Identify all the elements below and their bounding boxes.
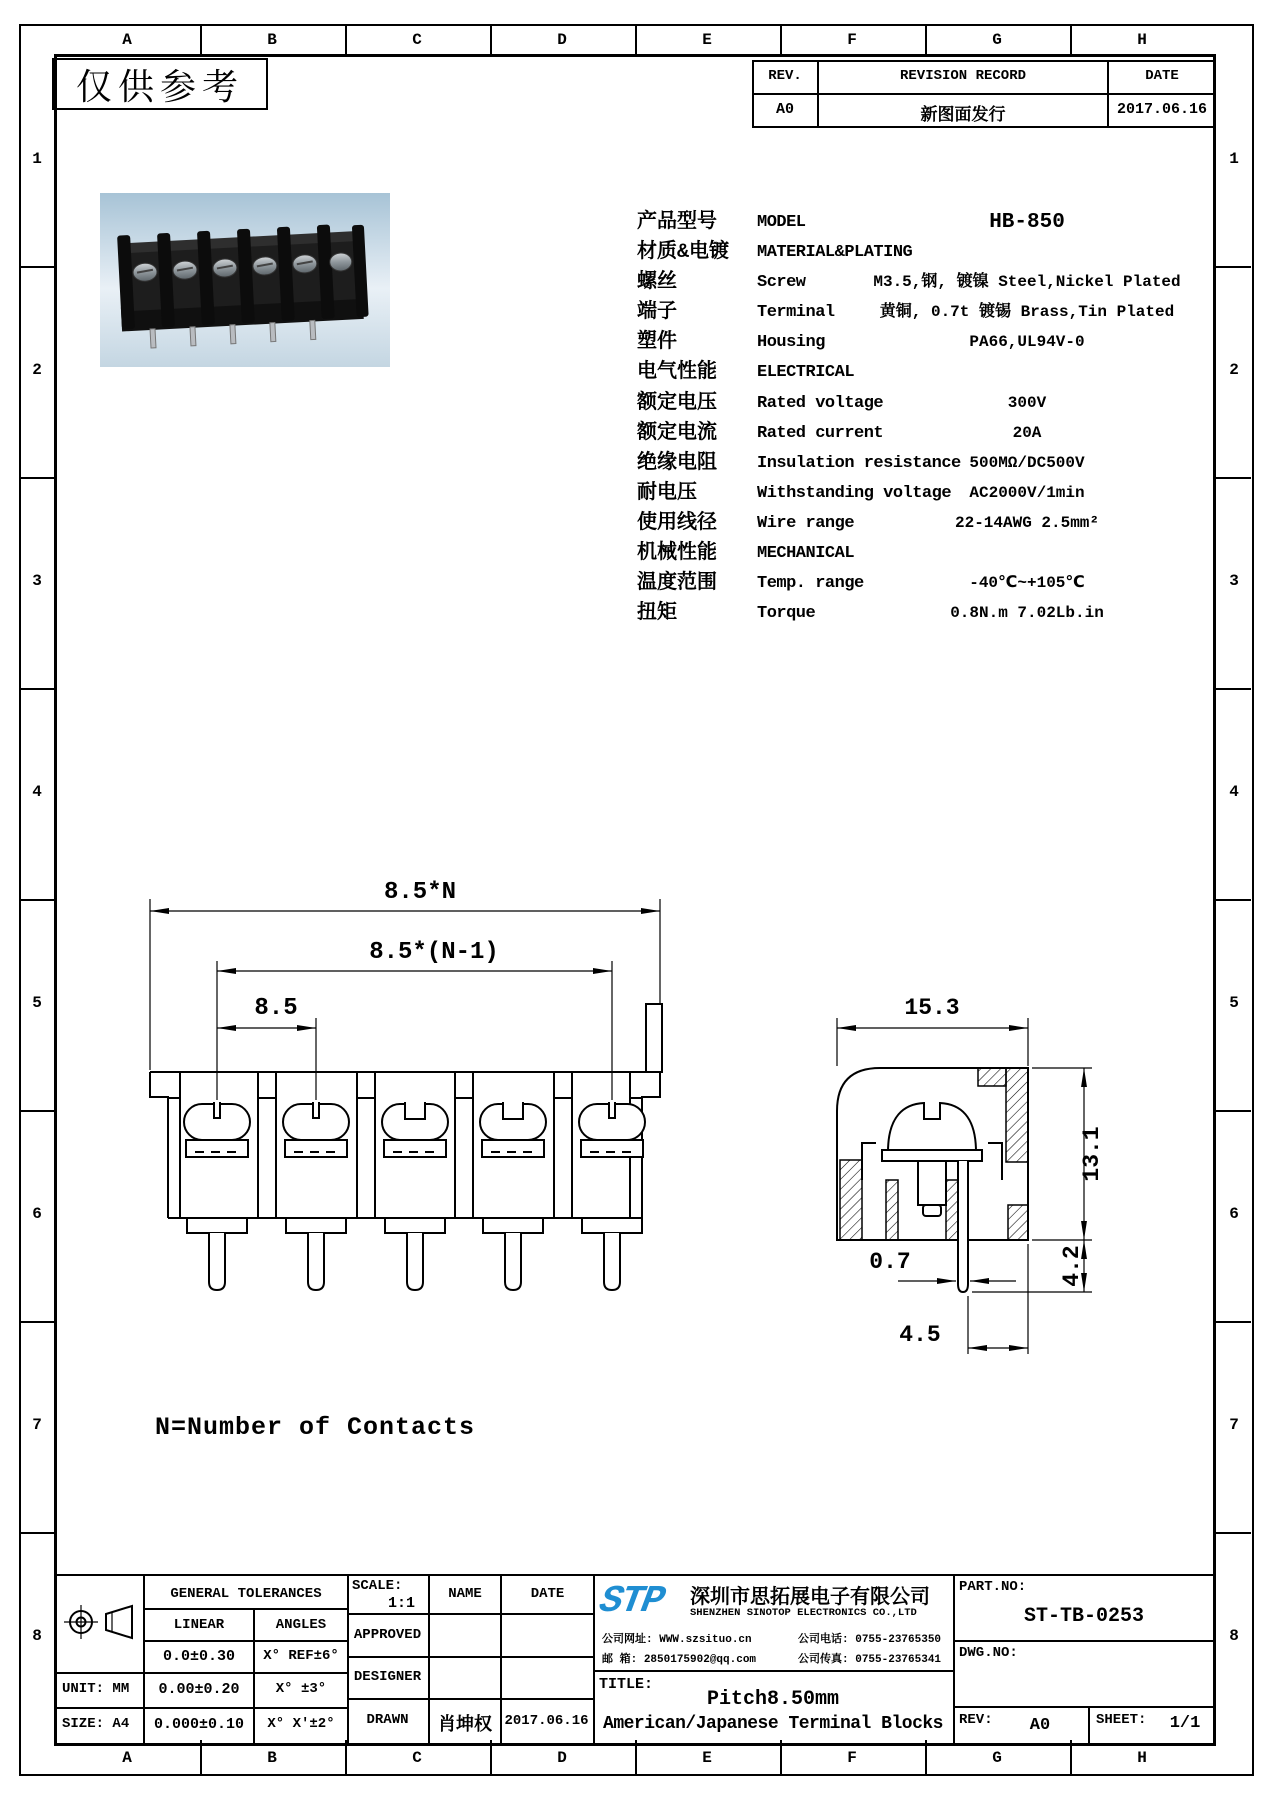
spec-row — [0, 239, 1274, 266]
spec-en: Torque — [757, 604, 816, 623]
angles-header: ANGLES — [275, 1617, 327, 1633]
spec-row — [0, 299, 1274, 326]
grid-tick — [20, 688, 54, 690]
tb-line — [953, 1706, 1215, 1708]
rev-table-line — [752, 93, 1215, 95]
scale-value: 1:1 — [388, 1595, 416, 1612]
spec-cn: 塑件 — [637, 331, 677, 354]
grid-tick — [20, 266, 54, 268]
grid-col-label: B — [267, 31, 277, 49]
spec-value: PA66,UL94V-0 — [969, 333, 1085, 351]
grid-tick — [20, 477, 54, 479]
spec-cn: 材质&电镀 — [637, 241, 730, 264]
spec-en: Screw — [757, 273, 806, 292]
dim-label-pin-thickness: 0.7 — [869, 1249, 911, 1275]
grid-tick — [635, 25, 637, 54]
spec-cn: 耐电压 — [637, 482, 697, 505]
spec-value: 0.8N.m 7.02Lb.in — [950, 604, 1104, 622]
company-fax — [798, 1650, 941, 1666]
tb-line — [953, 1640, 1215, 1642]
grid-row-label: 7 — [1229, 1416, 1239, 1434]
grid-tick — [925, 25, 927, 54]
tolerance-linear: 0.000±0.10 — [153, 1716, 244, 1733]
approved-label: APPROVED — [353, 1627, 422, 1643]
grid-col-label: D — [557, 1749, 567, 1767]
grid-row-label: 6 — [32, 1205, 42, 1223]
spec-value: HB-850 — [989, 211, 1065, 234]
rev-table-line — [752, 60, 1215, 62]
grid-col-label: G — [992, 1749, 1002, 1767]
grid-row-label: 8 — [32, 1627, 42, 1645]
spec-en: MODEL — [757, 213, 806, 232]
email-value: 2850175902@qq.com — [643, 1654, 757, 1666]
dim-label-pin-offset: 4.5 — [899, 1322, 941, 1348]
tb-line — [347, 1613, 593, 1615]
stamp-text: 仅供参考 — [75, 68, 244, 110]
spec-en: Rated voltage — [757, 394, 884, 413]
rev-header: REV. — [768, 68, 802, 84]
tb-line — [347, 1656, 593, 1658]
rev-table-line — [752, 126, 1215, 128]
fax-value: 0755-23765341 — [855, 1654, 942, 1666]
tb-line — [1088, 1706, 1090, 1743]
grid-tick — [20, 899, 54, 901]
tb-line — [143, 1608, 347, 1610]
grid-row-label: 3 — [1229, 572, 1239, 590]
spec-row — [0, 359, 1274, 386]
tb-line — [593, 1670, 953, 1672]
spec-cn: 温度范围 — [637, 572, 717, 595]
spec-value: 500MΩ/DC500V — [969, 454, 1085, 472]
tolerances-title: GENERAL TOLERANCES — [170, 1586, 322, 1602]
grid-tick — [925, 1740, 927, 1774]
dim-label-pin-length: 4.2 — [1059, 1245, 1085, 1287]
spec-row — [0, 480, 1274, 507]
grid-row-label: 4 — [32, 783, 42, 801]
grid-col-label: F — [847, 31, 857, 49]
grid-row-label: 3 — [32, 572, 42, 590]
company-email — [602, 1650, 756, 1666]
linear-header: LINEAR — [173, 1617, 225, 1633]
grid-row-label: 5 — [1229, 994, 1239, 1012]
tb-line — [953, 1574, 955, 1743]
designer-label: DESIGNER — [353, 1669, 422, 1685]
tb-line — [143, 1640, 347, 1642]
spec-en: MATERIAL&PLATING — [757, 243, 913, 262]
grid-col-label: E — [702, 31, 712, 49]
dim-label-span: 8.5*(N-1) — [369, 939, 499, 966]
grid-tick — [1213, 266, 1251, 268]
spec-cn: 端子 — [637, 301, 677, 324]
side-pin — [958, 1161, 968, 1292]
grid-col-label: A — [122, 1749, 132, 1767]
phone-label: 公司电话: — [798, 1634, 849, 1646]
grid-col-label: H — [1137, 31, 1147, 49]
grid-col-label: A — [122, 31, 132, 49]
tb-line — [347, 1698, 593, 1700]
grid-tick — [780, 1740, 782, 1774]
rev-value: A0 — [775, 101, 794, 118]
grid-tick — [345, 1740, 347, 1774]
grid-tick — [490, 25, 492, 54]
spec-en: Rated current — [757, 424, 884, 443]
revision-date-value: 2017.06.16 — [1116, 101, 1207, 118]
stp-logo: STP — [596, 1580, 667, 1623]
grid-row-label: 2 — [1229, 361, 1239, 379]
tolerance-linear: 0.0±0.30 — [162, 1648, 235, 1665]
spec-cn: 电气性能 — [637, 361, 717, 384]
dwg-no-label: DWG.NO: — [959, 1645, 1018, 1661]
side-view — [815, 990, 1127, 1370]
phone-value: 0755-23765350 — [855, 1634, 942, 1646]
tb-line — [55, 1707, 347, 1709]
grid-col-label: C — [412, 1749, 422, 1767]
spec-cn: 额定电流 — [637, 422, 717, 445]
spec-row — [0, 420, 1274, 447]
spec-row — [0, 329, 1274, 356]
dim-label-total: 8.5*N — [383, 879, 457, 906]
email-label: 邮 箱: — [602, 1654, 638, 1666]
grid-tick — [345, 25, 347, 54]
company-website — [602, 1630, 752, 1646]
front-dimensions — [150, 899, 660, 1116]
sheet-value: 1/1 — [1169, 1714, 1201, 1733]
front-pins — [209, 1233, 620, 1290]
title-label: TITLE: — [599, 1676, 654, 1693]
unit-value: MM — [112, 1681, 130, 1697]
side-body — [837, 1068, 1028, 1292]
grid-tick — [1213, 1321, 1251, 1323]
grid-col-label: F — [847, 1749, 857, 1767]
spec-cn: 螺丝 — [637, 271, 677, 294]
tolerance-linear: 0.00±0.20 — [158, 1681, 240, 1698]
date-header: DATE — [1145, 68, 1179, 84]
spec-en: Insulation resistance — [757, 454, 961, 473]
spec-en: Housing — [757, 333, 825, 352]
third-angle-projection-icon — [60, 1594, 140, 1650]
tolerance-angle: X° REF±6° — [263, 1648, 339, 1664]
spec-value: 黄铜, 0.7t 镀锡 Brass,Tin Plated — [879, 303, 1175, 321]
spec-row — [0, 600, 1274, 627]
grid-tick — [490, 1740, 492, 1774]
spec-cn: 绝缘电阻 — [637, 452, 717, 475]
tolerance-angle: X° X'±2° — [267, 1716, 335, 1732]
drawn-label: DRAWN — [366, 1712, 409, 1728]
grid-tick — [635, 1740, 637, 1774]
drawing-title-line1: Pitch8.50mm — [706, 1688, 840, 1711]
size-cell — [62, 1716, 129, 1732]
spec-value: 300V — [1007, 394, 1047, 412]
grid-row-label: 8 — [1229, 1627, 1239, 1645]
grid-tick — [1213, 688, 1251, 690]
spec-row — [0, 209, 1274, 236]
spec-cn: 产品型号 — [637, 211, 717, 234]
grid-row-label: 7 — [32, 1416, 42, 1434]
revision-record-value: 新图面发行 — [920, 107, 1006, 126]
grid-tick — [1213, 1532, 1251, 1534]
front-view — [140, 870, 680, 1315]
spec-en: MECHANICAL — [757, 544, 855, 563]
grid-row-label: 4 — [1229, 783, 1239, 801]
drawing-title-line2: American/Japanese Terminal Blocks — [603, 1714, 943, 1734]
grid-row-label: 1 — [1229, 150, 1239, 168]
spec-cn: 使用线径 — [637, 512, 717, 535]
grid-col-label: C — [412, 31, 422, 49]
spec-value: M3.5,钢, 镀镍 Steel,Nickel Plated — [873, 273, 1181, 291]
spec-value: -40℃~+105℃ — [969, 574, 1085, 592]
grid-row-label: 2 — [32, 361, 42, 379]
tb-line — [55, 1574, 1215, 1576]
size-label: SIZE: — [62, 1716, 105, 1732]
scale-label: SCALE: — [352, 1578, 403, 1594]
spec-value: 20A — [1012, 424, 1042, 442]
reference-only-stamp — [52, 58, 268, 110]
grid-col-label: D — [557, 31, 567, 49]
grid-tick — [1213, 477, 1251, 479]
spec-cn: 额定电压 — [637, 392, 717, 415]
spec-en: Temp. range — [757, 574, 864, 593]
grid-tick — [1070, 1740, 1072, 1774]
grid-row-label: 1 — [32, 150, 42, 168]
dim-label-pitch: 8.5 — [254, 995, 298, 1022]
spec-en: Withstanding voltage — [757, 484, 952, 503]
grid-tick — [200, 25, 202, 54]
sheet-label: SHEET: — [1096, 1712, 1147, 1728]
website-label: 公司网址: — [602, 1634, 653, 1646]
company-phone — [798, 1630, 941, 1646]
part-no-value: ST-TB-0253 — [1023, 1605, 1145, 1628]
spec-row — [0, 269, 1274, 296]
company-name-en: SHENZHEN SINOTOP ELECTRONICS CO.,LTD — [690, 1607, 917, 1619]
spec-value: AC2000V/1min — [969, 484, 1085, 502]
drawn-date: 2017.06.16 — [504, 1713, 589, 1729]
website-value: WWW.szsituo.cn — [659, 1634, 752, 1646]
unit-cell — [62, 1681, 129, 1697]
grid-tick — [1070, 25, 1072, 54]
name-header: NAME — [448, 1586, 482, 1602]
spec-cn: 扭矩 — [637, 602, 677, 625]
grid-row-label: 6 — [1229, 1205, 1239, 1223]
grid-tick — [20, 1532, 54, 1534]
spec-row — [0, 450, 1274, 477]
size-value: A4 — [112, 1716, 130, 1732]
front-screws — [184, 1100, 645, 1157]
revision-record-header: REVISION RECORD — [899, 68, 1027, 84]
fax-label: 公司传真: — [798, 1654, 849, 1666]
dim-label-height: 13.1 — [1079, 1126, 1105, 1182]
grid-col-label: E — [702, 1749, 712, 1767]
rev-value: A0 — [1029, 1716, 1051, 1735]
spec-value: 22-14AWG 2.5mm² — [954, 514, 1100, 532]
spec-en: Terminal — [757, 303, 835, 322]
spec-row — [0, 540, 1274, 567]
spec-en: ELECTRICAL — [757, 363, 855, 382]
tolerance-angle: X° ±3° — [275, 1681, 327, 1697]
spec-en: Wire range — [757, 514, 855, 533]
unit-label: UNIT: — [62, 1681, 105, 1697]
part-no-label: PART.NO: — [959, 1579, 1027, 1595]
grid-tick — [1213, 1110, 1251, 1112]
date-header-tb: DATE — [530, 1586, 565, 1602]
rev-label: REV: — [959, 1712, 993, 1728]
grid-col-label: G — [992, 31, 1002, 49]
grid-tick — [200, 1740, 202, 1774]
contacts-note: N=Number of Contacts — [155, 1413, 476, 1442]
grid-tick — [780, 25, 782, 54]
tb-line — [55, 1672, 347, 1674]
company-name-cn: 深圳市思拓展电子有限公司 — [690, 1587, 930, 1610]
dim-label-width: 15.3 — [904, 995, 960, 1021]
grid-tick — [20, 1321, 54, 1323]
spec-row — [0, 510, 1274, 537]
grid-tick — [20, 1110, 54, 1112]
spec-row — [0, 570, 1274, 597]
grid-col-label: B — [267, 1749, 277, 1767]
spec-cn: 机械性能 — [637, 542, 717, 565]
grid-tick — [1213, 899, 1251, 901]
grid-row-label: 5 — [32, 994, 42, 1012]
grid-col-label: H — [1137, 1749, 1147, 1767]
spec-row — [0, 390, 1274, 417]
drawn-name: 肖坤权 — [438, 1716, 492, 1736]
